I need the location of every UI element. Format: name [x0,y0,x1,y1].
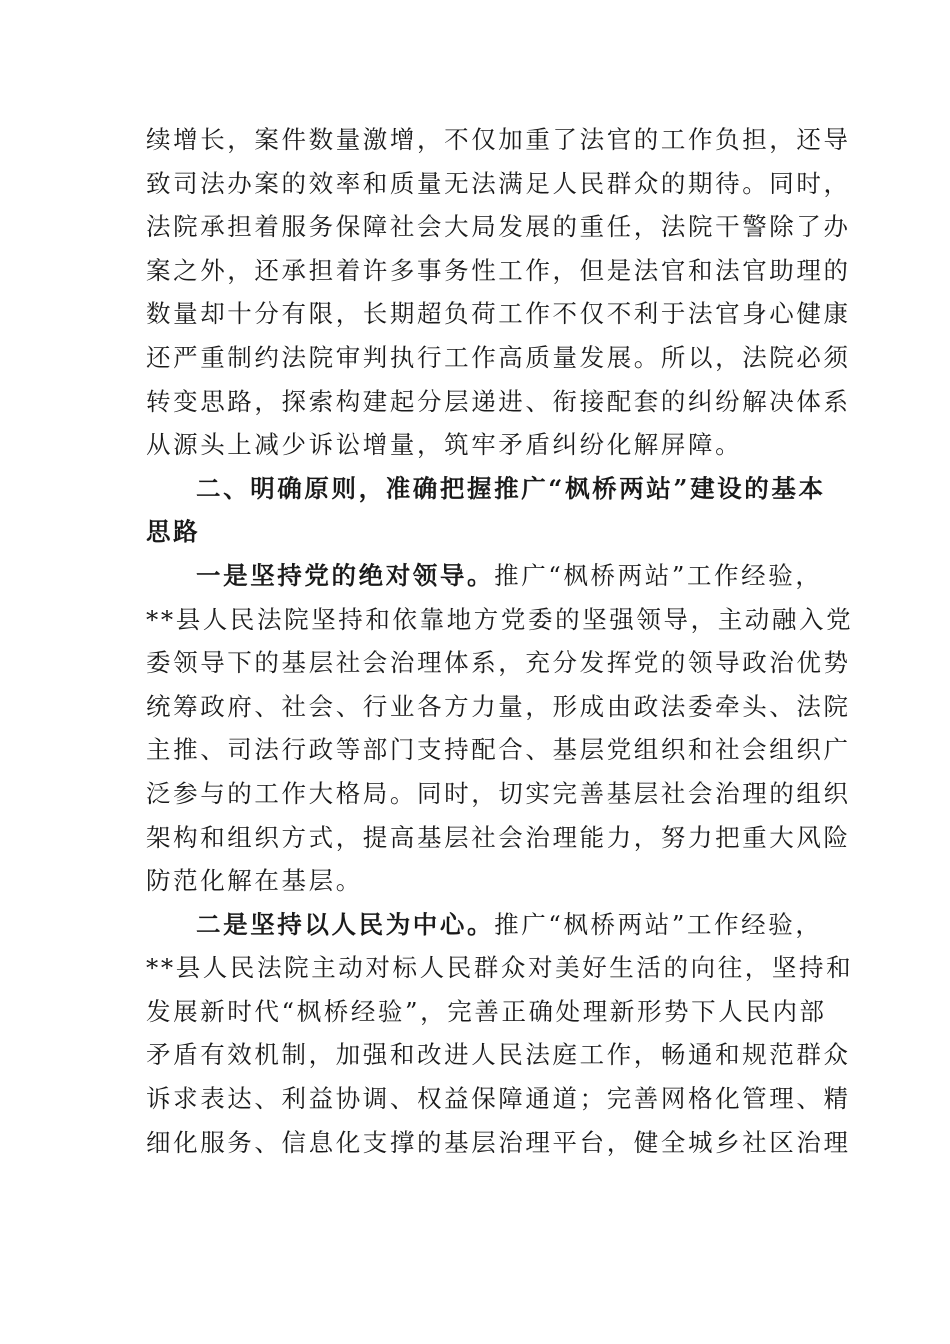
text-line [146,903,823,947]
paragraph-party-leadership [146,554,854,903]
text-line: 法院承担着服务保障社会大局发展的重任，法院干警除了办 [146,212,851,242]
text-line: 诉求表达、利益协调、权益保障通道；完善网格化管理、精 [146,1084,851,1114]
paragraph-lead: 二是坚持以人民为中心。 [196,909,495,939]
text-line: 数量却十分有限，长期超负荷工作不仅不利于法官身心健康 [146,299,851,329]
paragraph-lead-rest: 推广“枫桥两站”工作经验， [494,560,823,590]
text-line: 续增长，案件数量激增，不仅加重了法官的工作负担，还导 [146,125,851,154]
section-heading [146,467,826,554]
text-line [146,554,823,598]
text-line: 还严重制约法院审判执行工作高质量发展。所以，法院必须 [146,342,851,372]
text-line: 架构和组织方式，提高基层社会治理能力，努力把重大风险 [146,822,851,852]
text-line: 委领导下的基层社会治理体系，充分发挥党的领导政治优势 [146,648,851,678]
text-line: 从源头上减少诉讼增量，筑牢矛盾纠纷化解屏障。 [146,430,743,460]
paragraph-lead-rest: 推广“枫桥两站”工作经验， [494,909,823,939]
document-body [146,118,854,1164]
paragraph-continuation [146,118,851,467]
text-line: 案之外，还承担着许多事务性工作，但是法官和法官助理的 [146,255,851,285]
text-line: 主推、司法行政等部门支持配合、基层党组织和社会组织广 [146,735,851,765]
paragraph-people-centered [146,903,854,1165]
text-line: **县人民法院主动对标人民群众对美好生活的向往，坚持和 [146,953,854,983]
text-line: 转变思路，探索构建起分层递进、衔接配套的纠纷解决体系 [146,386,851,416]
text-line: 致司法办案的效率和质量无法满足人民群众的期待。同时， [146,168,851,198]
text-line: **县人民法院坚持和依靠地方党委的坚强领导，主动融入党 [146,604,854,634]
text-line: 泛参与的工作大格局。同时，切实完善基层社会治理的组织 [146,778,851,808]
heading-line: 二、明确原则，准确把握推广“枫桥两站”建设的基本 [196,473,826,503]
heading-line: 思路 [146,517,201,547]
text-line: 发展新时代“枫桥经验”，完善正确处理新形势下人民内部 [146,996,827,1026]
paragraph-lead: 一是坚持党的绝对领导。 [196,560,495,590]
text-line: 防范化解在基层。 [146,866,363,896]
text-line: 统筹政府、社会、行业各方力量，形成由政法委牵头、法院 [146,691,851,721]
text-line: 细化服务、信息化支撑的基层治理平台，健全城乡社区治理 [146,1127,851,1157]
text-line: 矛盾有效机制，加强和改进人民法庭工作，畅通和规范群众 [146,1040,851,1070]
